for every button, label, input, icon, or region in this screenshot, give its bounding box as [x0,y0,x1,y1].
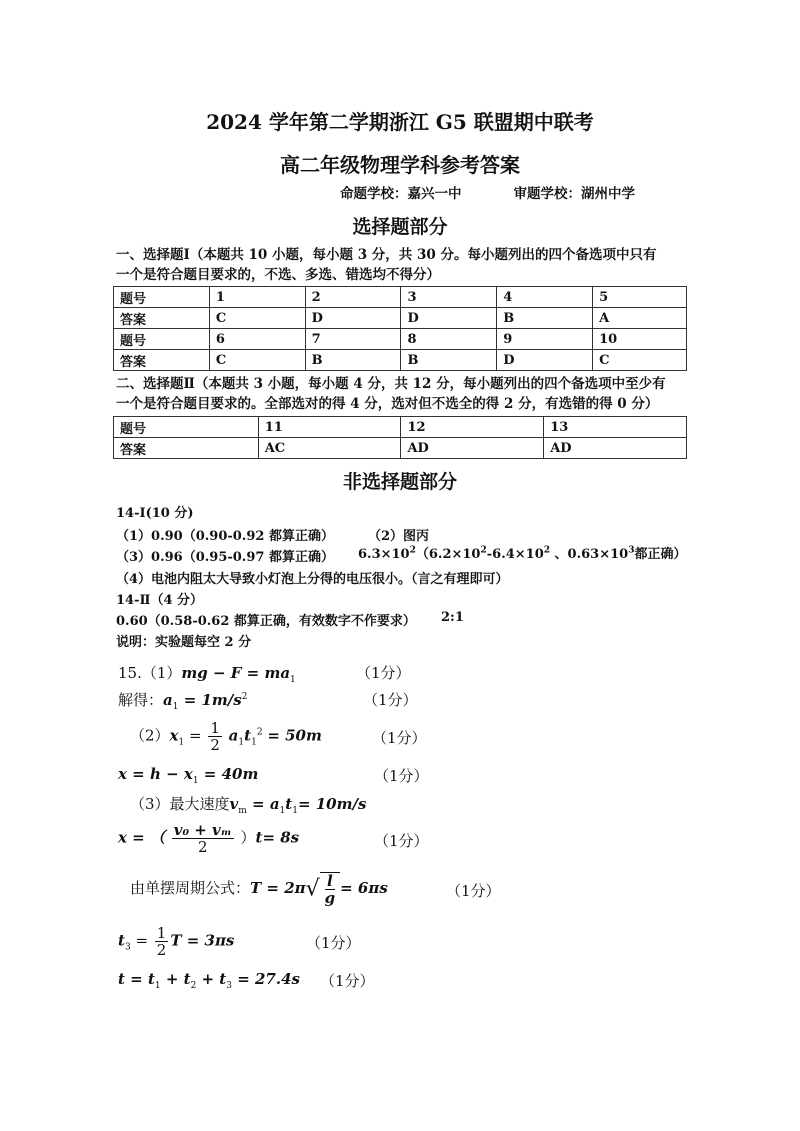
q15-solve: 解得：$a_1 = 1m/s^2$ [118,691,248,712]
sqrt-expression: $\frac{l}{g}$ [320,872,341,906]
table-cell: 5 [593,287,687,308]
choice-section-heading: 选择题部分 [352,216,448,238]
q14-1-answer-4: （4）电池内阻太大导致小灯泡上分得的电压很小。（言之有理即可） [116,572,509,587]
q15-part1: $15.(1)mg - F = ma_1$ [118,664,296,685]
q14-1-answer-1: （1）0.90（0.90-0.92 都算正确） [116,529,334,544]
experiment-note: 说明：实验题每空 2 分 [116,635,252,650]
table-cell: D [305,308,401,329]
table-cell: D [401,308,497,329]
part2-answer-table [113,416,687,459]
q15-score-2: （1分） [363,691,418,709]
table-cell: B [401,350,497,371]
q15-score-7: （1分） [306,934,361,952]
q15-score-3: （1分） [372,729,427,747]
table-cell: AD [401,438,544,459]
table-row [114,350,687,371]
table-cell: 8 [401,329,497,350]
table-cell: AD [544,438,687,459]
q15-score-8: （1分） [320,972,375,990]
table-cell: 7 [305,329,401,350]
q15-score-1: （1分） [356,664,411,682]
q14-1-answer-3: （3）0.96（0.95-0.97 都算正确） [116,550,334,565]
table-row [114,308,687,329]
row-label: 答案 [114,438,259,459]
q14-1-answer-3b: $6.3\times 10^2(6.2\times 10^2-6.4\times 10^2$ 、$0.63\times 10^3$都正确） [358,545,687,562]
table-row [114,438,687,459]
table-cell: C [209,308,305,329]
review-school: 审题学校：湖州中学 [513,186,635,202]
q14-2-answer-1: 0.60（0.58-0.62 都算正确，有效数字不作要求） [116,614,416,629]
table-cell: A [593,308,687,329]
table-cell: 10 [593,329,687,350]
table-cell: 3 [401,287,497,308]
table-cell: 6 [209,329,305,350]
table-cell: C [593,350,687,371]
part1-intro-2: 一个是符合题目要求的，不选、多选、错选均不得分） [116,267,440,283]
author-school: 命题学校：嘉兴一中 [340,186,462,202]
fraction-half: $\frac{1}{2}$ [210,719,220,754]
q14-1-answer-2: （2）图丙 [368,529,430,544]
nonchoice-section-heading: 非选择题部分 [342,471,457,493]
part2-intro-1: 二、选择题Ⅱ（本题共 3 小题，每小题 4 分，共 12 分，每小题列出的四个备选项中至少有 [116,376,666,392]
q15-score-6: （1分） [446,882,501,900]
q15-score-4: （1分） [374,767,429,785]
table-cell: 11 [258,417,401,438]
table-cell: 4 [497,287,593,308]
q15-x-eq: $x = h - x_1 = 40m$ [118,765,259,786]
row-label: 答案 [114,308,210,329]
row-label: 题号 [114,417,259,438]
table-cell: 12 [401,417,544,438]
fraction-half-2: $\frac{1}{2}$ [156,924,167,959]
fraction-velocity: $\frac{\text{v₀ + vₘ}}{2}$ [173,821,232,856]
document-title: 2024 学年第二学期浙江 G5 联盟期中联考 [206,110,594,134]
table-cell: 1 [209,287,305,308]
q15-part2: $(2)x_1$ = $\frac{1}{2}$ $a_1t_1^2 = 50m$ [130,719,322,754]
table-row [114,417,687,438]
table-cell: 2 [305,287,401,308]
table-cell: C [209,350,305,371]
part1-answer-table [113,286,687,371]
row-label: 答案 [114,350,210,371]
q14-1-title: 14-Ⅰ(10 分) [116,506,194,521]
table-cell: 13 [544,417,687,438]
table-cell: D [497,350,593,371]
part2-intro-2: 一个是符合题目要求的。全部选对的得 4 分，选对但不选全的得 2 分，有选错的得 0 分） [116,396,659,412]
table-row [114,329,687,350]
table-cell: 9 [497,329,593,350]
q15-score-5: （1分） [374,832,429,850]
q15-part3: （3）最大速度$v_m = a_1t_1= 10m/s$ [130,795,367,816]
table-cell: AC [258,438,401,459]
row-label: 题号 [114,287,210,308]
row-label: 题号 [114,329,210,350]
q14-2-answer-2: 2:1 [441,610,464,625]
q14-2-title: 14-Ⅱ（4 分） [116,593,204,608]
part1-intro-1: 一、选择题Ⅰ（本题共 10 小题，每小题 3 分，共 30 分。每小题列出的四个备选项中只有 [116,247,657,263]
q15-x2-eq: x = （ $\frac{\text{v₀ + vₘ}}{2}$ ）t= 8s [118,821,300,856]
document-subtitle: 高二年级物理学科参考答案 [280,153,520,177]
q15-total-time: $t = t_1 + t_2 + t_3 = 27.4s$ [118,970,300,991]
q15-t3-eq: $t_3$ = $\frac{1}{2}$ T = 3πs [118,924,235,959]
q15-pendulum: 由单摆周期公式：T = 2π√ $\frac{l}{g}$ = 6πs [130,872,388,907]
authors-line [340,182,635,202]
table-cell: B [497,308,593,329]
table-cell: B [305,350,401,371]
table-row [114,287,687,308]
